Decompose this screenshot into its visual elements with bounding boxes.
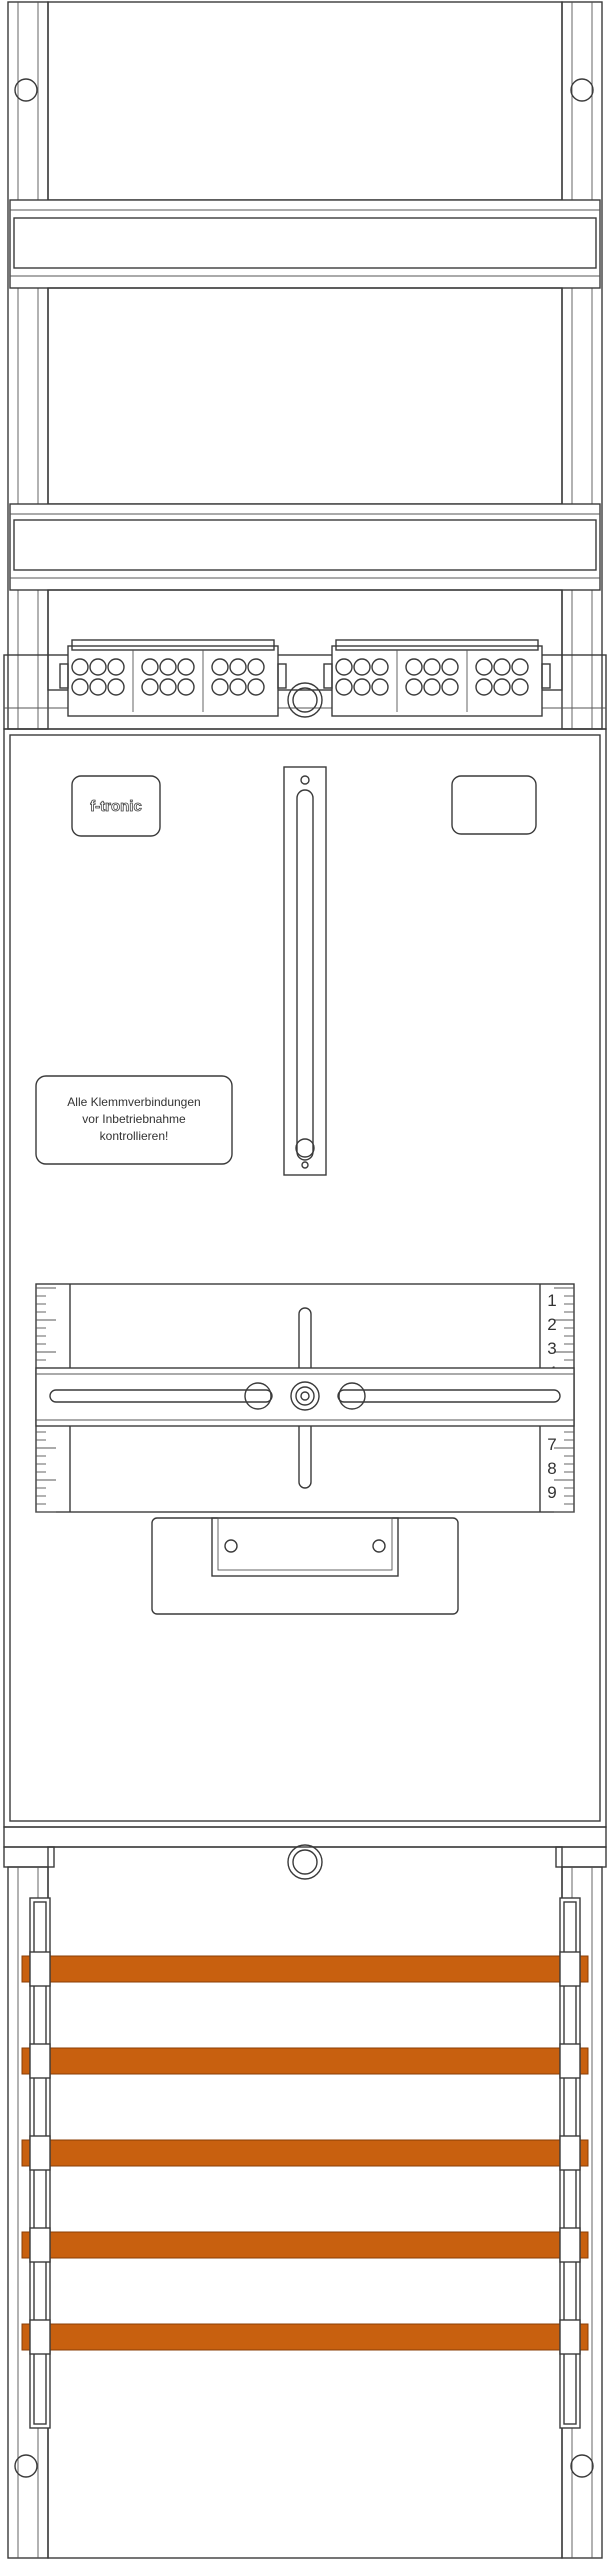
- scale-number: 3: [547, 1339, 557, 1358]
- busbars: [22, 1952, 588, 2354]
- brand-logo-plate: [72, 776, 160, 836]
- top-left-rail: [8, 2, 48, 729]
- meter-base-plate: [152, 1518, 458, 1614]
- mounting-hole: [571, 79, 593, 101]
- busbar-clamp: [30, 2044, 50, 2078]
- bottom-transition: [4, 1827, 606, 1879]
- brand-logo: f-tronic: [90, 798, 142, 815]
- center-terminal: [288, 683, 322, 717]
- din-rail-1: [10, 200, 600, 288]
- terminal-block-left: [60, 640, 286, 716]
- meter-panel: [4, 729, 606, 1827]
- busbar-clamp: [560, 1952, 580, 1986]
- busbar-clamp: [30, 2320, 50, 2354]
- warning-line-1: Alle Klemmverbindungen: [67, 1095, 201, 1109]
- copper-busbar: [22, 2140, 588, 2166]
- label-plate-blank: [452, 776, 536, 834]
- warning-label: [36, 1076, 232, 1164]
- warning-line-3: kontrollieren!: [99, 1129, 169, 1143]
- busbar-clamp: [560, 2228, 580, 2262]
- blank-cover-top: [48, 2, 562, 200]
- horizontal-carrier: [36, 1368, 574, 1426]
- top-right-rail: [562, 2, 602, 729]
- mounting-hole: [571, 2455, 593, 2477]
- busbar-clamp: [30, 2228, 50, 2262]
- bottom-field: [48, 1847, 562, 2558]
- busbar-clamp: [560, 2136, 580, 2170]
- busbar-clamp: [30, 2136, 50, 2170]
- scale-number: 8: [547, 1459, 557, 1478]
- scale-number: 9: [547, 1483, 557, 1502]
- terminal-block-right: [324, 640, 550, 716]
- copper-busbar: [22, 2324, 588, 2350]
- busbar-clamp: [560, 2044, 580, 2078]
- scale-number: 2: [547, 1315, 557, 1334]
- busbar-clamp: [560, 2320, 580, 2354]
- din-rail-2: [10, 504, 600, 590]
- scale-number: 1: [547, 1291, 557, 1310]
- scale-number: 7: [547, 1435, 557, 1454]
- blank-cover-middle: [48, 288, 562, 504]
- meter-slot-vertical: [284, 767, 326, 1175]
- copper-busbar: [22, 2048, 588, 2074]
- warning-line-2: vor Inbetriebnahme: [82, 1112, 186, 1126]
- copper-busbar: [22, 2232, 588, 2258]
- copper-busbar: [22, 1956, 588, 1982]
- busbar-clamp: [30, 1952, 50, 1986]
